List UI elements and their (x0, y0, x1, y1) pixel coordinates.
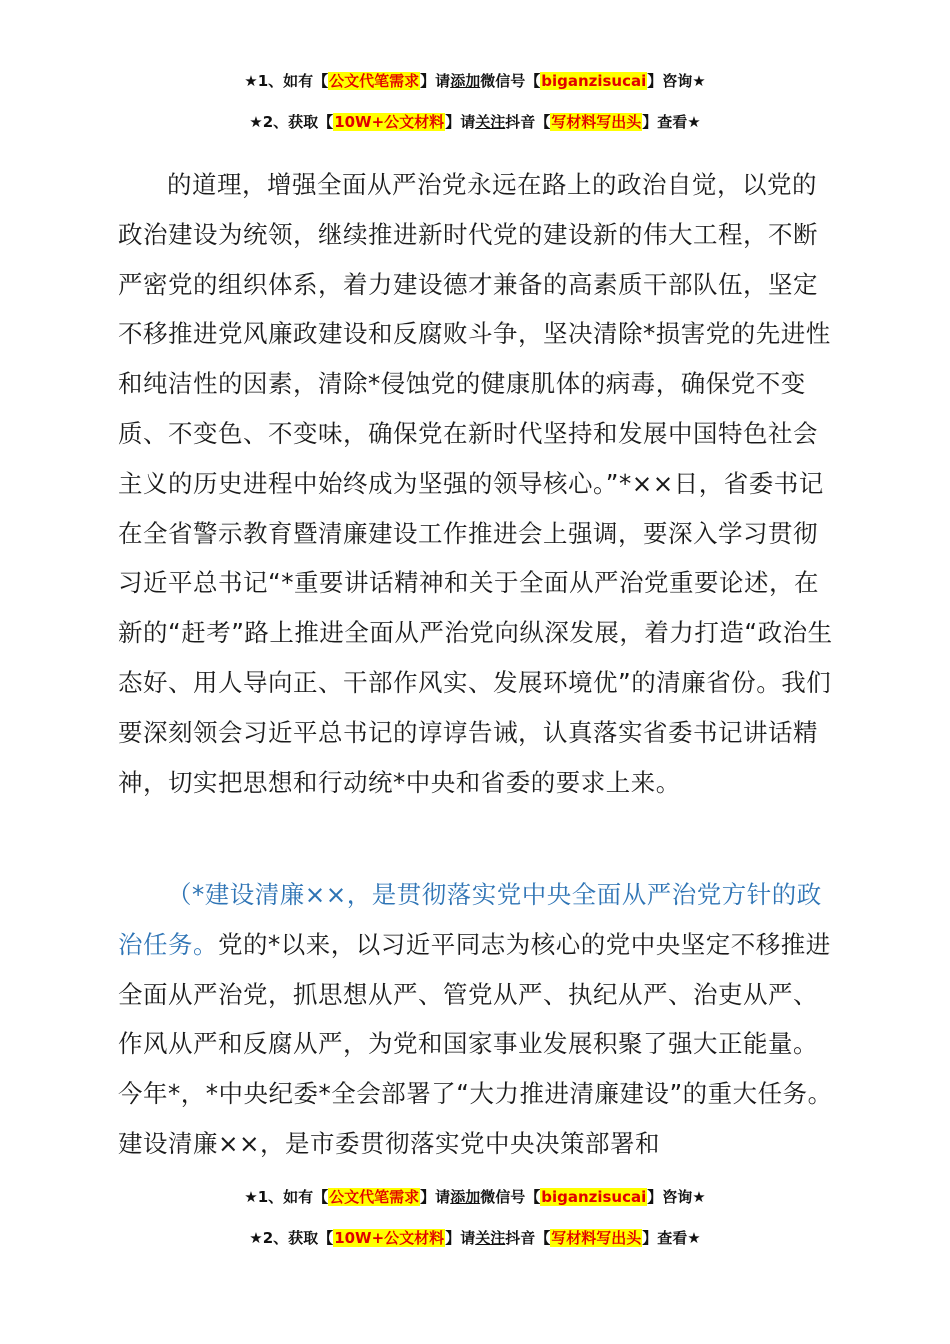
banner-prefix: ★1、如有【 (244, 1188, 329, 1206)
top-banner-line-2 (0, 111, 950, 133)
bottom-banner-line-2 (0, 1227, 950, 1249)
banner-underline-add: 添加 (450, 72, 481, 90)
banner-underline-follow: 关注 (475, 113, 506, 131)
banner-mid: 】请 (420, 72, 451, 90)
banner-underline-add: 添加 (450, 1188, 481, 1206)
banner-suffix: 】查看★ (642, 113, 701, 131)
banner-suffix: 】咨询★ (647, 72, 706, 90)
paragraph-2-text: 党的*以来，以习近平同志为核心的党中央坚定不移推进全面从严治党，抓思想从严、管党从严、执纪从严、治吏从严、作风从严和反腐从严，为党和国家事业发展积聚了强大正能量。今年*，*中央纪委*全会部署了“大力推进清廉建设”的重大任务。建设清廉××，是市委贯彻落实党中央决策部署和 (118, 929, 833, 1158)
banner-highlight-materials: 10W+公文材料 (334, 1229, 445, 1247)
banner-suffix: 】查看★ (642, 1229, 701, 1247)
banner-mid: 抖音【 (505, 1229, 551, 1247)
top-banner-line-1 (0, 70, 950, 92)
bottom-banner-line-1 (0, 1186, 950, 1208)
banner-highlight-douyin-id: 写材料写出头 (551, 113, 642, 131)
banner-prefix: ★2、获取【 (249, 113, 334, 131)
banner-highlight-douyin-id: 写材料写出头 (551, 1229, 642, 1247)
banner-highlight-service: 公文代笔需求 (329, 72, 420, 90)
banner-highlight-materials: 10W+公文材料 (334, 113, 445, 131)
paragraph-1-text: 的道理，增强全面从严治党永远在路上的政治自觉，以党的政治建设为统领，继续推进新时代党的建设新的伟大工程，不断严密党的组织体系，着力建设德才兼备的高素质干部队伍，坚定不移推进党风廉政建设和反腐败斗争，坚决清除*损害党的先进性和纯洁性的因素，清除*侵蚀党的健康肌体的病毒，确保党不变质、不变色、不变味，确保党在新时代坚持和发展中国特色社会主义的历史进程中始终成为坚强的领导核心。”*××日，省委书记在全省警示教育暨清廉建设工作推进会上强调，要深入学习贯彻习近平总书记“*重要讲话精神和关于全面从严治党重要论述，在新的“赶考”路上推进全面从严治党向纵深发展，着力打造“政治生态好、用人导向正、干部作风实、发展环境优”的清廉省份。我们要深刻领会习近平总书记的谆谆告诫，认真落实省委书记讲话精神，切实把思想和行动统*中央和省委的要求上来。 (118, 170, 833, 797)
banner-mid: 】请 (420, 1188, 451, 1206)
banner-highlight-wechat-id: biganzisucai (541, 72, 647, 90)
banner-mid: 微信号【 (480, 72, 541, 90)
body-paragraph-1 (118, 160, 836, 807)
banner-prefix: ★2、获取【 (249, 1229, 334, 1247)
body-paragraph-2 (118, 870, 836, 1169)
banner-suffix: 】咨询★ (647, 1188, 706, 1206)
banner-underline-follow: 关注 (475, 1229, 506, 1247)
banner-highlight-wechat-id: biganzisucai (541, 1188, 647, 1206)
banner-mid: 抖音【 (505, 113, 551, 131)
banner-mid: 微信号【 (480, 1188, 541, 1206)
banner-mid: 】请 (445, 1229, 476, 1247)
section-heading: （*建设清廉××，是贯彻落实党中央全面从严治党方针的政治任务。 (118, 880, 822, 959)
banner-mid: 】请 (445, 113, 476, 131)
banner-highlight-service: 公文代笔需求 (329, 1188, 420, 1206)
banner-prefix: ★1、如有【 (244, 72, 329, 90)
